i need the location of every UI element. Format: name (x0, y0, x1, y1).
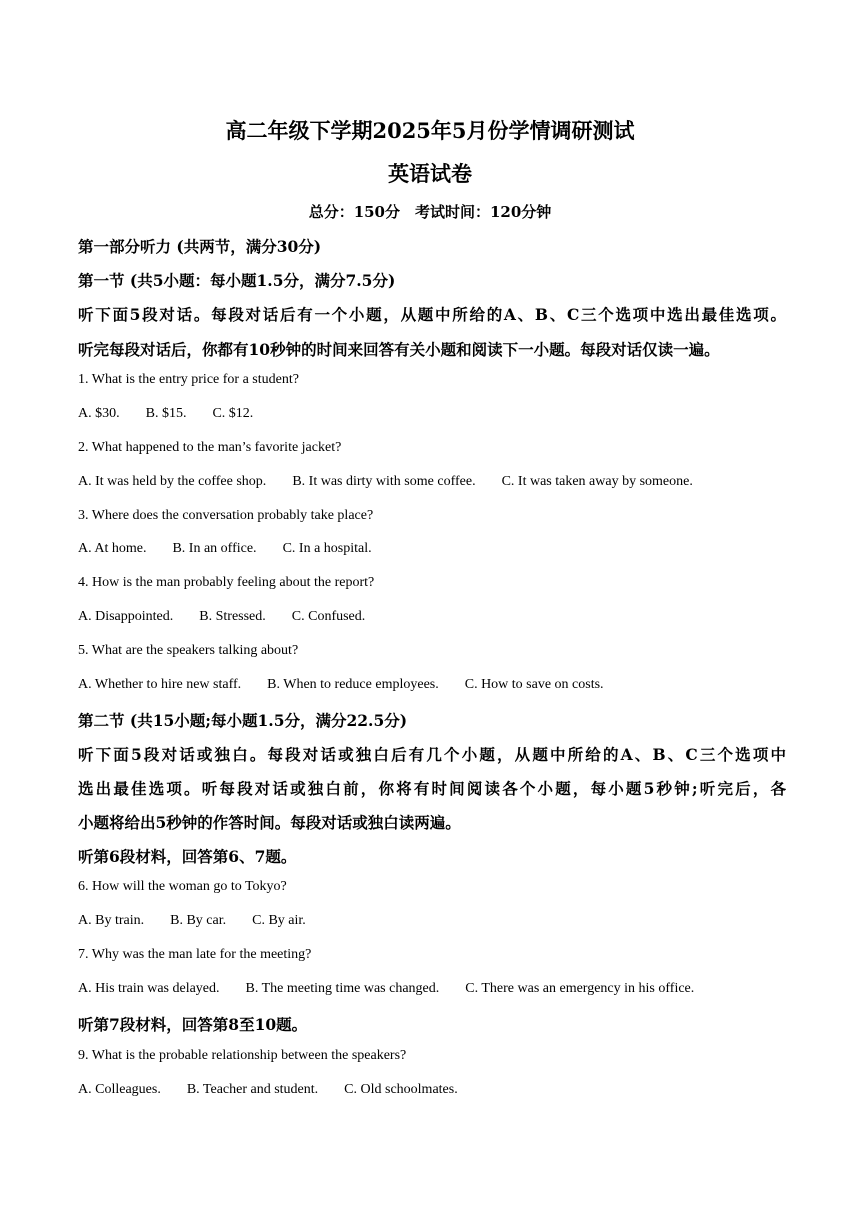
question-1-options (78, 406, 279, 422)
option-c: C. By air. (252, 913, 306, 928)
option-c: C. Old schoolmates. (344, 1082, 458, 1097)
option-c: C. How to save on costs. (464, 677, 604, 692)
section2-instruction: 选出最佳选项。听每段对话或独白前，你将有时间阅读各个小题，每小题5秒钟;听完后，各 (78, 779, 786, 798)
question-1: 1. What is the entry price for a student? (78, 372, 299, 387)
option-b: B. Stressed. (199, 609, 266, 624)
question-9-options (78, 1082, 484, 1098)
option-c: C. $12. (212, 406, 254, 421)
question-6: 6. How will the woman go to Tokyo? (78, 879, 287, 894)
option-b: B. Teacher and student. (186, 1082, 319, 1097)
option-a: A. Whether to hire new staff. (78, 677, 242, 692)
option-c: C. There was an emergency in his office. (465, 981, 695, 996)
question-4-options (78, 609, 391, 625)
question-5: 5. What are the speakers talking about? (78, 643, 299, 658)
option-c: C. Confused. (291, 609, 366, 624)
question-2-options (78, 474, 719, 490)
exam-meta: 总分：150分 考试时间：120分钟 (308, 203, 552, 221)
option-a: A. $30. (78, 406, 120, 421)
option-c: C. In a hospital. (282, 541, 372, 556)
section2-instruction: 小题将给出5秒钟的作答时间。每段对话或独白读两遍。 (78, 813, 461, 832)
question-5-options (78, 677, 630, 693)
option-a: A. Colleagues. (78, 1082, 161, 1097)
section2-instruction: 听下面5段对话或独白。每段对话或独白后有几个小题，从题中所给的A、B、C三个选项中 (78, 745, 786, 764)
option-a: A. Disappointed. (78, 609, 174, 624)
group7-heading: 听第7段材料，回答第8至10题。 (78, 1015, 308, 1034)
option-b: B. By car. (170, 913, 227, 928)
option-b: B. $15. (145, 406, 187, 421)
option-a: A. By train. (78, 913, 145, 928)
option-b: B. When to reduce employees. (267, 677, 439, 692)
section1-instruction: 听完每段对话后，你都有10秒钟的时间来回答有关小题和阅读下一小题。每段对话仅读一遍。 (78, 340, 720, 359)
option-b: B. In an office. (172, 541, 257, 556)
question-6-options (78, 913, 332, 929)
option-b: B. The meeting time was changed. (245, 981, 440, 996)
option-b: B. It was dirty with some coffee. (292, 474, 476, 489)
option-a: A. It was held by the coffee shop. (78, 474, 267, 489)
part1-heading: 第一部分听力 (共两节，满分30分) (78, 237, 322, 256)
question-2: 2. What happened to the man’s favorite jacket? (78, 440, 342, 455)
section1-instruction: 听下面5段对话。每段对话后有一个小题，从题中所给的A、B、C三个选项中选出最佳选项。 (78, 305, 786, 324)
option-a: A. His train was delayed. (78, 981, 220, 996)
question-3: 3. Where does the conversation probably take place? (78, 508, 374, 523)
section2-heading: 第二节 (共15小题;每小题1.5分，满分22.5分) (78, 711, 408, 730)
exam-title: 高二年级下学期2025年5月份学情调研测试 (225, 118, 635, 143)
question-9: 9. What is the probable relationship between the speakers? (78, 1048, 407, 1063)
question-3-options (78, 541, 398, 557)
option-c: C. It was taken away by someone. (501, 474, 693, 489)
group6-heading: 听第6段材料，回答第6、7题。 (78, 847, 297, 866)
option-a: A. At home. (78, 541, 147, 556)
question-4: 4. How is the man probably feeling about the report? (78, 575, 375, 590)
exam-subtitle: 英语试卷 (388, 161, 472, 186)
question-7: 7. Why was the man late for the meeting? (78, 947, 312, 962)
question-7-options (78, 981, 720, 997)
section1-heading: 第一节 (共5小题：每小题1.5分，满分7.5分) (78, 271, 396, 290)
